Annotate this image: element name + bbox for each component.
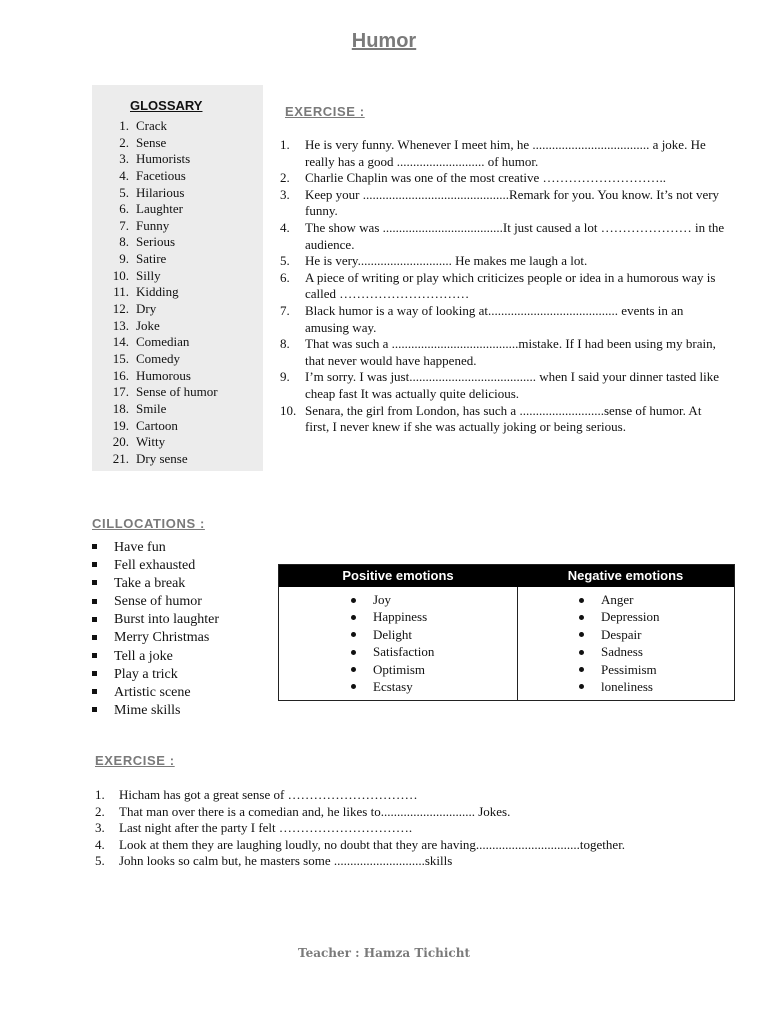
negative-emotion-item: [579, 591, 660, 608]
round-bullet-icon: [351, 667, 356, 672]
glossary-item: [92, 434, 218, 451]
positive-emotion-item: [351, 661, 434, 678]
collocation-item: [92, 684, 219, 702]
item-number: 7.: [119, 217, 129, 233]
exercise-2-list: [95, 787, 735, 870]
item-number: 1.: [280, 137, 290, 152]
item-number: 14.: [112, 334, 129, 350]
page-title: Humor: [351, 30, 417, 52]
glossary-item: [92, 318, 218, 335]
glossary-term: Satire: [136, 251, 167, 267]
collocation-item: [92, 611, 219, 629]
exercise-item: [280, 403, 725, 436]
emotion-text: Satisfaction: [373, 644, 435, 660]
glossary-item: [92, 384, 218, 401]
glossary-item: [92, 218, 218, 235]
square-bullet-icon: [92, 617, 97, 622]
emotion-text: Delight: [373, 626, 412, 642]
exercise-text: Black humor is a way of looking at........................................ events in an amusing way.: [305, 302, 684, 335]
glossary-item: [92, 234, 218, 251]
glossary-term: Witty: [136, 434, 166, 450]
exercise-item: [280, 137, 725, 170]
glossary-item: [92, 334, 218, 351]
glossary-item: [92, 268, 218, 285]
emotion-text: Happiness: [373, 609, 428, 625]
emotion-text: Pessimism: [601, 661, 657, 677]
glossary-item: [92, 418, 218, 435]
exercise-text: He is very............................. He makes me laugh a lot.: [305, 253, 588, 269]
round-bullet-icon: [579, 667, 584, 672]
glossary-item: [92, 284, 218, 301]
glossary-list: [92, 118, 218, 467]
glossary-term: Sense of humor: [136, 384, 218, 400]
collocation-item: [92, 575, 219, 593]
collocation-item: [92, 629, 219, 647]
collocation-text: Mime skills: [114, 702, 181, 718]
item-number: 20.: [112, 434, 129, 450]
round-bullet-icon: [579, 650, 584, 655]
exercise-item: [280, 270, 725, 303]
exercise-item: [280, 187, 725, 220]
item-number: 7.: [280, 302, 290, 318]
exercise-item: [280, 170, 725, 187]
round-bullet-icon: [351, 598, 356, 603]
glossary-item: [92, 185, 218, 202]
glossary-term: Serious: [136, 234, 175, 250]
square-bullet-icon: [92, 653, 97, 658]
item-number: 2.: [119, 134, 129, 150]
glossary-term: Smile: [136, 400, 167, 416]
glossary-term: Cartoon: [136, 417, 178, 433]
emotions-table: [278, 564, 735, 701]
collocation-text: Have fun: [114, 540, 166, 555]
item-number: 5.: [119, 184, 129, 200]
item-number: 4.: [119, 167, 129, 183]
item-number: 3.: [280, 186, 290, 202]
negative-emotion-item: [579, 678, 660, 695]
exercise-text: That man over there is a comedian and, he likes to............................. Jokes.: [119, 803, 511, 819]
glossary-item: [92, 201, 218, 218]
negative-emotion-item: [579, 626, 660, 643]
glossary-term: Kidding: [136, 284, 179, 300]
item-number: 9.: [119, 251, 129, 267]
item-number: 19.: [112, 417, 129, 433]
glossary-item: [92, 401, 218, 418]
item-number: 13.: [112, 317, 129, 333]
item-number: 16.: [112, 367, 129, 383]
exercise-item: [280, 253, 725, 270]
exercise-item: [95, 853, 735, 870]
glossary-term: Funny: [136, 217, 170, 233]
item-number: 4.: [280, 219, 290, 235]
item-number: 1.: [119, 118, 129, 133]
exercise-item: [95, 820, 735, 837]
square-bullet-icon: [92, 707, 97, 712]
square-bullet-icon: [92, 544, 97, 549]
collocation-item: [92, 648, 219, 666]
glossary-item: [92, 251, 218, 268]
collocation-text: Take a break: [114, 576, 186, 592]
exercise-item: [280, 303, 725, 336]
item-number: 6.: [280, 269, 290, 285]
exercise-item: [280, 369, 725, 402]
emotion-text: Anger: [601, 592, 634, 607]
round-bullet-icon: [351, 684, 356, 689]
collocation-item: [92, 593, 219, 611]
collocation-text: Artistic scene: [114, 684, 191, 700]
exercise-text: That was such a .......................................mistake. If I had been using my brain, that never would have happened.: [305, 336, 716, 368]
collocation-text: Fell exhausted: [114, 558, 196, 574]
item-number: 5.: [280, 253, 290, 269]
negative-emotions-heading: Negative emotions: [567, 568, 684, 583]
square-bullet-icon: [92, 635, 97, 640]
glossary-item: [92, 118, 218, 135]
item-number: 8.: [280, 336, 290, 352]
exercise-item: [280, 220, 725, 253]
round-bullet-icon: [579, 632, 584, 637]
emotion-text: Despair: [601, 626, 642, 642]
glossary-term: Comedy: [136, 350, 181, 366]
round-bullet-icon: [579, 684, 584, 689]
negative-emotion-item: [579, 661, 660, 678]
exercise-text: Senara, the girl from London, has such a ..........................sense of humor. At first, I never knew if she was actually joking or being serious.: [305, 402, 702, 435]
negative-emotion-item: [579, 643, 660, 660]
glossary-term: Comedian: [136, 334, 190, 350]
glossary-term: Humorists: [136, 151, 191, 167]
exercise-text: Hicham has got a great sense of …………………………: [119, 787, 418, 802]
glossary-item: [92, 451, 218, 468]
round-bullet-icon: [351, 632, 356, 637]
negative-emotions-list: [579, 591, 660, 695]
glossary-term: Humorous: [136, 367, 191, 383]
exercise-text: The show was .....................................It just caused a lot ………………… in the audience.: [305, 219, 725, 252]
collocation-item: [92, 702, 219, 720]
item-number: 3.: [95, 820, 105, 836]
positive-emotion-item: [351, 626, 434, 643]
square-bullet-icon: [92, 671, 97, 676]
glossary-term: Facetious: [136, 167, 186, 183]
positive-emotion-item: [351, 678, 434, 695]
exercise-text: Last night after the party I felt ………………………….: [119, 820, 413, 836]
collocation-item: [92, 666, 219, 684]
exercise-item: [280, 336, 725, 369]
exercise-2-heading: EXERCISE :: [95, 753, 175, 768]
collocation-item: [92, 539, 219, 557]
item-number: 10.: [112, 267, 129, 283]
round-bullet-icon: [579, 615, 584, 620]
round-bullet-icon: [351, 650, 356, 655]
positive-emotions-heading: Positive emotions: [342, 568, 454, 583]
collocation-text: Tell a joke: [114, 648, 173, 664]
exercise-item: [95, 787, 735, 804]
item-number: 1.: [95, 787, 105, 802]
exercise-text: A piece of writing or play which criticizes people or idea in a humorous way is called …………………………: [305, 269, 716, 302]
positive-emotion-item: [351, 643, 434, 660]
item-number: 5.: [95, 853, 105, 869]
item-number: 10.: [280, 402, 297, 418]
collocations-list: [92, 539, 219, 720]
glossary-term: Dry sense: [136, 450, 188, 466]
collocation-text: Sense of humor: [114, 594, 202, 610]
item-number: 2.: [95, 803, 105, 819]
exercise-text: Look at them they are laughing loudly, no doubt that they are having................................together.: [119, 836, 626, 852]
emotion-text: Optimism: [373, 661, 426, 677]
glossary-term: Silly: [136, 267, 161, 283]
collocation-text: Burst into laughter: [114, 612, 219, 628]
glossary-item: [92, 151, 218, 168]
item-number: 11.: [113, 284, 129, 300]
collocations-heading: CILLOCATIONS :: [92, 516, 205, 531]
round-bullet-icon: [351, 615, 356, 620]
exercise-text: John looks so calm but, he masters some ............................skills: [119, 853, 453, 869]
item-number: 2.: [280, 170, 290, 186]
positive-emotion-item: [351, 608, 434, 625]
glossary-term: Crack: [136, 118, 168, 133]
exercise-item: [95, 804, 735, 821]
positive-emotion-item: [351, 591, 434, 608]
exercise-text: He is very funny. Whenever I meet him, he .................................... a joke. He really has a good ........................... of humor.: [305, 137, 706, 169]
item-number: 12.: [112, 301, 129, 317]
item-number: 21.: [112, 450, 129, 466]
emotion-text: Ecstasy: [373, 678, 413, 694]
emotions-table-header: [279, 565, 734, 587]
item-number: 4.: [95, 836, 105, 852]
square-bullet-icon: [92, 599, 97, 604]
collocation-text: Merry Christmas: [114, 630, 210, 646]
glossary-term: Dry: [136, 301, 157, 317]
emotion-text: Depression: [601, 609, 660, 625]
round-bullet-icon: [579, 598, 584, 603]
glossary-box: [92, 85, 263, 471]
exercise-item: [95, 837, 735, 854]
square-bullet-icon: [92, 580, 97, 585]
item-number: 18.: [112, 400, 129, 416]
square-bullet-icon: [92, 562, 97, 567]
glossary-term: Laughter: [136, 201, 183, 217]
collocation-item: [92, 557, 219, 575]
positive-emotions-list: [351, 591, 434, 695]
glossary-item: [92, 301, 218, 318]
item-number: 8.: [119, 234, 129, 250]
collocation-text: Play a trick: [114, 666, 178, 682]
exercise-1-heading: EXERCISE :: [285, 104, 365, 119]
square-bullet-icon: [92, 689, 97, 694]
glossary-term: Joke: [136, 317, 160, 333]
glossary-item: [92, 351, 218, 368]
glossary-item: [92, 135, 218, 152]
emotion-text: Sadness: [601, 644, 643, 660]
exercise-text: Charlie Chaplin was one of the most creative ………………………..: [305, 170, 667, 186]
item-number: 17.: [112, 384, 129, 400]
emotion-text: Joy: [373, 592, 392, 607]
item-number: 3.: [119, 151, 129, 167]
glossary-item: [92, 168, 218, 185]
glossary-heading: GLOSSARY: [130, 98, 203, 113]
exercise-1-list: [280, 137, 725, 436]
negative-emotion-item: [579, 608, 660, 625]
glossary-term: Sense: [136, 134, 167, 150]
teacher-credit: Teacher : Hamza Tichicht: [298, 946, 470, 960]
exercise-text: Keep your .............................................Remark for you. You know. It’s not very funny.: [305, 186, 720, 219]
exercise-text: I’m sorry. I was just....................................... when I said your dinner tasted like cheap fast It was actually quite delicious.: [305, 369, 720, 401]
glossary-item: [92, 368, 218, 385]
item-number: 9.: [280, 369, 290, 385]
item-number: 15.: [112, 350, 129, 366]
emotion-text: loneliness: [601, 678, 653, 694]
item-number: 6.: [119, 201, 129, 217]
glossary-term: Hilarious: [136, 184, 185, 200]
column-divider: [517, 587, 518, 700]
